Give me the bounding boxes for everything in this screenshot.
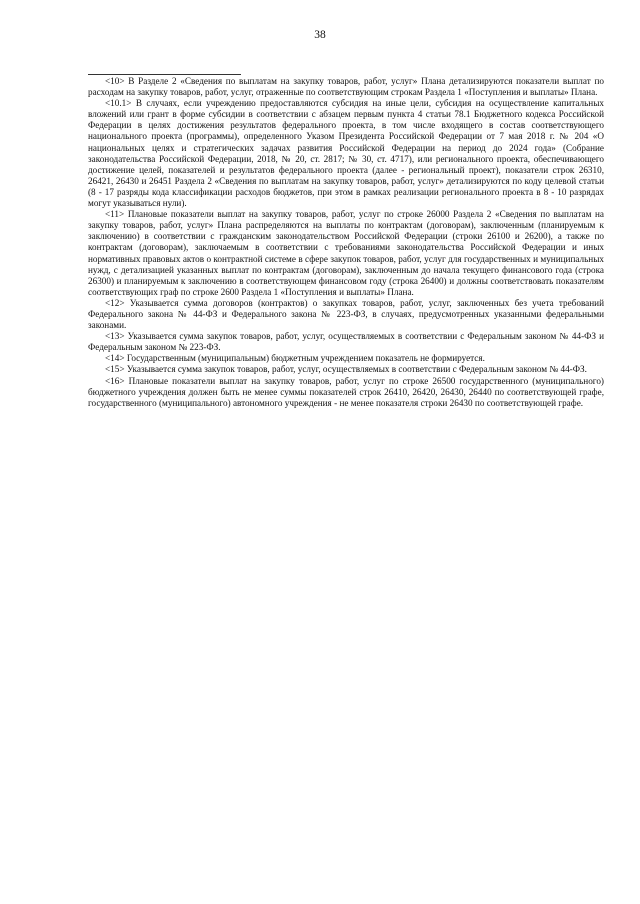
footnotes-block [88, 76, 604, 409]
footnote-13: <13> Указывается сумма закупок товаров, работ, услуг, осуществляемых в соответствии с Федеральным законом № 44-ФЗ и Федеральным законом № 223-ФЗ. [88, 331, 604, 353]
footnote-12: <12> Указывается сумма договоров (контрактов) о закупках товаров, работ, услуг, заключенных без учета требований Федерального закона № 44-ФЗ и Федерального закона № 223-ФЗ, в случаях, предусмотренных указанными федеральными законами. [88, 297, 604, 331]
footnote-16: <16> Плановые показатели выплат на закупку товаров, работ, услуг по строке 26500 государственного (муниципального) бюджетного учреждения должен быть не менее суммы показателей строк 26410, 26420, 26430, 26440 по соответствующей графе, государственного (муниципального) автономного учреждения - не менее показателя строки 26430 по соответствующей графе. [88, 375, 604, 408]
page-number: 38 [314, 29, 326, 41]
footnote-10: <10> В Разделе 2 «Сведения по выплатам на закупку товаров, работ, услуг» Плана детализируются показатели выплат по расходам на закупку товаров, работ, услуг, отраженные по соответствующим строкам Раздела 1 «Поступления и выплаты» Плана. [88, 76, 604, 98]
footnote-11: <11> Плановые показатели выплат на закупку товаров, работ, услуг по строке 26000 Раздела 2 «Сведения по выплатам на закупку товаров, работ, услуг» Плана распределяются на выплаты по контрактам (договорам), заключенным (планируемым к заключению) в соответствии с гражданским законодательством Российской Федерации (строки 26100 и 26200), а также по контрактам (договорам), заключаемым в соответствии с требованиями законодательства Российской Федерации и иных нормативных правовых актов о контрактной системе в сфере закупок товаров, работ, услуг для государственных и муниципальных нужд, с детализацией указанных выплат по контрактам (договорам), заключенным до начала текущего финансового года (строка 26300) и планируемым к заключению в соответствующем финансовом году (строка 26400) и должны соответствовать показателям соответствующих граф по строке 2600 Раздела 1 «Поступления и выплаты» Плана. [88, 209, 604, 297]
footnote-10-1: <10.1> В случаях, если учреждению предоставляются субсидия на иные цели, субсидия на осуществление капитальных вложений или грант в форме субсидии в соответствии с абзацем первым пункта 4 статьи 78.1 Бюджетного кодекса Российской Федерации в целях достижения результатов федерального проекта, в том числе входящего в состав соответствующего национального проекта (программы), определенного Указом Президента Российской Федерации от 7 мая 2018 г. № 204 «О национальных целях и стратегических задачах развития Российской Федерации на период до 2024 года» (Собрание законодательства Российской Федерации, 2018, № 20, ст. 2817; № 30, ст. 4717), или регионального проекта, обеспечивающего достижение целей, показателей и результатов федерального проекта (далее - региональный проект), показатели строк 26310, 26421, 26430 и 26451 Раздела 2 «Сведения по выплатам на закупку товаров, работ, услуг» детализируются по коду целевой статьи (8 - 17 разряды кода классификации расходов бюджетов, при этом в рамках реализации регионального проекта в 8 - 10 разрядах могут указываться нули). [88, 98, 604, 209]
footnote-14: <14> Государственным (муниципальным) бюджетным учреждением показатель не формируется. [105, 353, 485, 364]
footnote-separator [88, 74, 241, 75]
footnote-15: <15> Указывается сумма закупок товаров, работ, услуг, осуществляемых в соответствии с Федеральным законом № 44-ФЗ. [105, 364, 587, 375]
